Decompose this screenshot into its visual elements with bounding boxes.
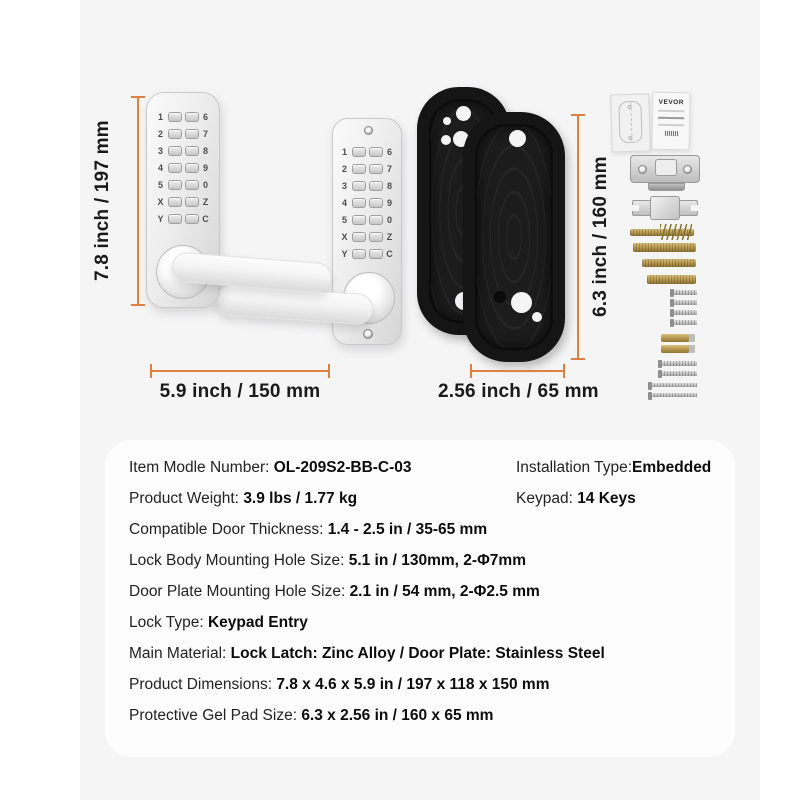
key-label: 4 (341, 198, 347, 208)
pad-hole (532, 312, 542, 322)
small-screw (673, 320, 697, 325)
key-label: Z (386, 232, 393, 242)
key-button (369, 147, 383, 157)
spec-value: 7.8 x 4.6 x 5.9 in / 197 x 118 x 150 mm (276, 676, 550, 693)
key-button (369, 181, 383, 191)
small-screw (673, 300, 697, 305)
spindle-spring-coil (660, 224, 692, 240)
spec-panel (105, 440, 735, 757)
manual-text-line (658, 110, 684, 112)
key-button (369, 164, 383, 174)
long-screw (651, 393, 697, 397)
key-label: 6 (202, 112, 208, 122)
latch-fork-notch (630, 205, 639, 211)
key-button (168, 214, 182, 224)
key-button (352, 164, 366, 174)
key-button (369, 249, 383, 259)
key-label: 7 (386, 164, 392, 174)
small-screw (673, 290, 697, 295)
pad-hole (456, 106, 471, 121)
keypad (333, 147, 401, 259)
keypad-row (157, 180, 210, 190)
connecting-post (661, 345, 695, 353)
key-label: 4 (157, 163, 163, 173)
key-label: Z (202, 197, 209, 207)
spec-value: Lock Latch: Zinc Alloy / Door Plate: Stainless Steel (230, 645, 605, 662)
spec-value: 1.4 - 2.5 in / 35-65 mm (327, 521, 488, 538)
keypad-row (341, 198, 394, 208)
key-button (185, 180, 199, 190)
key-label: 7 (202, 129, 208, 139)
key-button (352, 249, 366, 259)
manual-text-line (658, 117, 684, 119)
spec-row-lock-body-hole (129, 545, 735, 576)
strike-plate-cutout (655, 159, 677, 176)
spec-label: Installation Type: (516, 459, 633, 476)
spec-label: Product Dimensions: (129, 676, 277, 693)
gel-pad-front (463, 112, 565, 362)
spec-row-door-plate-hole (129, 576, 735, 607)
keypad-row (341, 215, 394, 225)
key-label: 2 (157, 129, 163, 139)
pad-height-dimension-line (577, 114, 579, 360)
screw-hole (364, 126, 373, 135)
lock-height-label: 7.8 inch / 197 mm (92, 120, 113, 282)
spec-value: 14 Keys (577, 490, 636, 507)
keypad-row (341, 249, 394, 259)
spec-row-lock-type (129, 607, 735, 638)
key-button (168, 146, 182, 156)
key-button (369, 198, 383, 208)
machine-screw (661, 371, 697, 376)
image-background (80, 0, 760, 800)
spindle-rod (647, 275, 696, 284)
key-label: 8 (202, 146, 208, 156)
pad-hole (494, 291, 506, 303)
spindle-rod (633, 243, 696, 252)
key-label: 5 (157, 180, 163, 190)
lock-height-dimension-line (137, 96, 139, 306)
key-button (185, 146, 199, 156)
screw-hole (363, 329, 373, 339)
spec-label: Door Plate Mounting Hole Size: (129, 583, 350, 600)
strike-plate-lip (648, 183, 685, 191)
key-button (352, 215, 366, 225)
spec-row-material (129, 638, 735, 669)
keypad-row (341, 147, 394, 157)
keypad-row (157, 129, 210, 139)
key-label: C (202, 214, 209, 224)
latch-fork-notch (691, 205, 700, 211)
strike-plate (630, 155, 700, 183)
latch-case (650, 196, 680, 220)
key-button (352, 232, 366, 242)
lock-width-dimension-line (150, 370, 330, 372)
spec-row-weight (129, 483, 735, 514)
keypad (147, 112, 219, 224)
spec-label: Compatible Door Thickness: (129, 521, 328, 538)
spec-label: Lock Body Mounting Hole Size: (129, 552, 349, 569)
pad-hole (443, 117, 451, 125)
key-button (352, 181, 366, 191)
keypad-row (157, 163, 210, 173)
key-label: Y (341, 249, 348, 259)
key-button (369, 215, 383, 225)
key-label: 3 (157, 146, 163, 156)
keypad-row (341, 181, 394, 191)
spindle-rod (642, 259, 696, 267)
key-label: 8 (386, 181, 392, 191)
pad-hole (511, 292, 532, 313)
keypad-row (157, 112, 210, 122)
keypad-row (341, 232, 394, 242)
spec-row-gel-pad-size (129, 700, 735, 731)
key-label: 1 (157, 112, 163, 122)
key-button (168, 197, 182, 207)
instruction-manual (651, 92, 690, 151)
pad-hole (509, 130, 526, 147)
keypad-row (157, 146, 210, 156)
key-label: Y (157, 214, 164, 224)
key-button (168, 112, 182, 122)
machine-screw (661, 361, 697, 366)
key-button (369, 232, 383, 242)
key-label: 5 (341, 215, 347, 225)
spec-row-product-dimensions (129, 669, 735, 700)
spec-label: Main Material: (129, 645, 231, 662)
key-button (185, 197, 199, 207)
spec-value: 3.9 lbs / 1.77 kg (243, 490, 358, 507)
key-label: 6 (386, 147, 392, 157)
spec-row-keypad (516, 483, 636, 514)
keypad-row (341, 164, 394, 174)
spec-label: Protective Gel Pad Size: (129, 707, 302, 724)
manual-text-line (658, 124, 684, 126)
key-label: 0 (386, 215, 392, 225)
spec-row-installation-type (516, 452, 711, 483)
spec-value: 5.1 in / 130mm, 2-Φ7mm (348, 552, 526, 569)
spec-label: Item Modle Number: (129, 459, 274, 476)
key-label: 9 (202, 163, 208, 173)
key-button (185, 163, 199, 173)
spec-row-door-thickness (129, 514, 735, 545)
key-button (185, 214, 199, 224)
spec-row-model (129, 452, 735, 483)
key-button (168, 129, 182, 139)
key-label: X (341, 232, 348, 242)
spec-label: Product Weight: (129, 490, 244, 507)
template-hole-mark (628, 136, 632, 140)
key-button (185, 112, 199, 122)
key-label: 0 (202, 180, 208, 190)
drill-template-sheet (610, 93, 651, 152)
pad-width-label: 2.56 inch / 65 mm (438, 381, 599, 402)
strike-plate-hole (683, 165, 692, 174)
key-button (168, 163, 182, 173)
connecting-post (661, 334, 695, 342)
key-label: C (386, 249, 393, 259)
spec-label: Keypad: (516, 490, 578, 507)
key-label: 9 (386, 198, 392, 208)
key-button (352, 147, 366, 157)
strike-plate-hole (638, 165, 647, 174)
spec-label: Lock Type: (129, 614, 208, 631)
key-label: 1 (341, 147, 347, 157)
key-button (168, 180, 182, 190)
manual-brand-logo: VEVOR (658, 98, 685, 107)
key-label: 2 (341, 164, 347, 174)
keypad-row (157, 214, 210, 224)
key-label: 3 (341, 181, 347, 191)
key-button (185, 129, 199, 139)
spec-value: Keypad Entry (207, 614, 308, 631)
small-screw (673, 310, 697, 315)
key-label: X (157, 197, 164, 207)
spec-value: Embedded (632, 459, 712, 476)
lock-width-label: 5.9 inch / 150 mm (159, 381, 321, 402)
pad-hole (441, 135, 451, 145)
spec-value: 2.1 in / 54 mm, 2-Φ2.5 mm (349, 583, 540, 600)
spec-value: 6.3 x 2.56 in / 160 x 65 mm (301, 707, 494, 724)
pad-height-label: 6.3 inch / 160 mm (590, 156, 611, 318)
long-screw (651, 383, 697, 387)
keypad-row (157, 197, 210, 207)
manual-barcode (665, 131, 679, 136)
key-button (352, 198, 366, 208)
spec-value: OL-209S2-BB-C-03 (273, 459, 412, 476)
pad-width-dimension-line (470, 370, 565, 372)
